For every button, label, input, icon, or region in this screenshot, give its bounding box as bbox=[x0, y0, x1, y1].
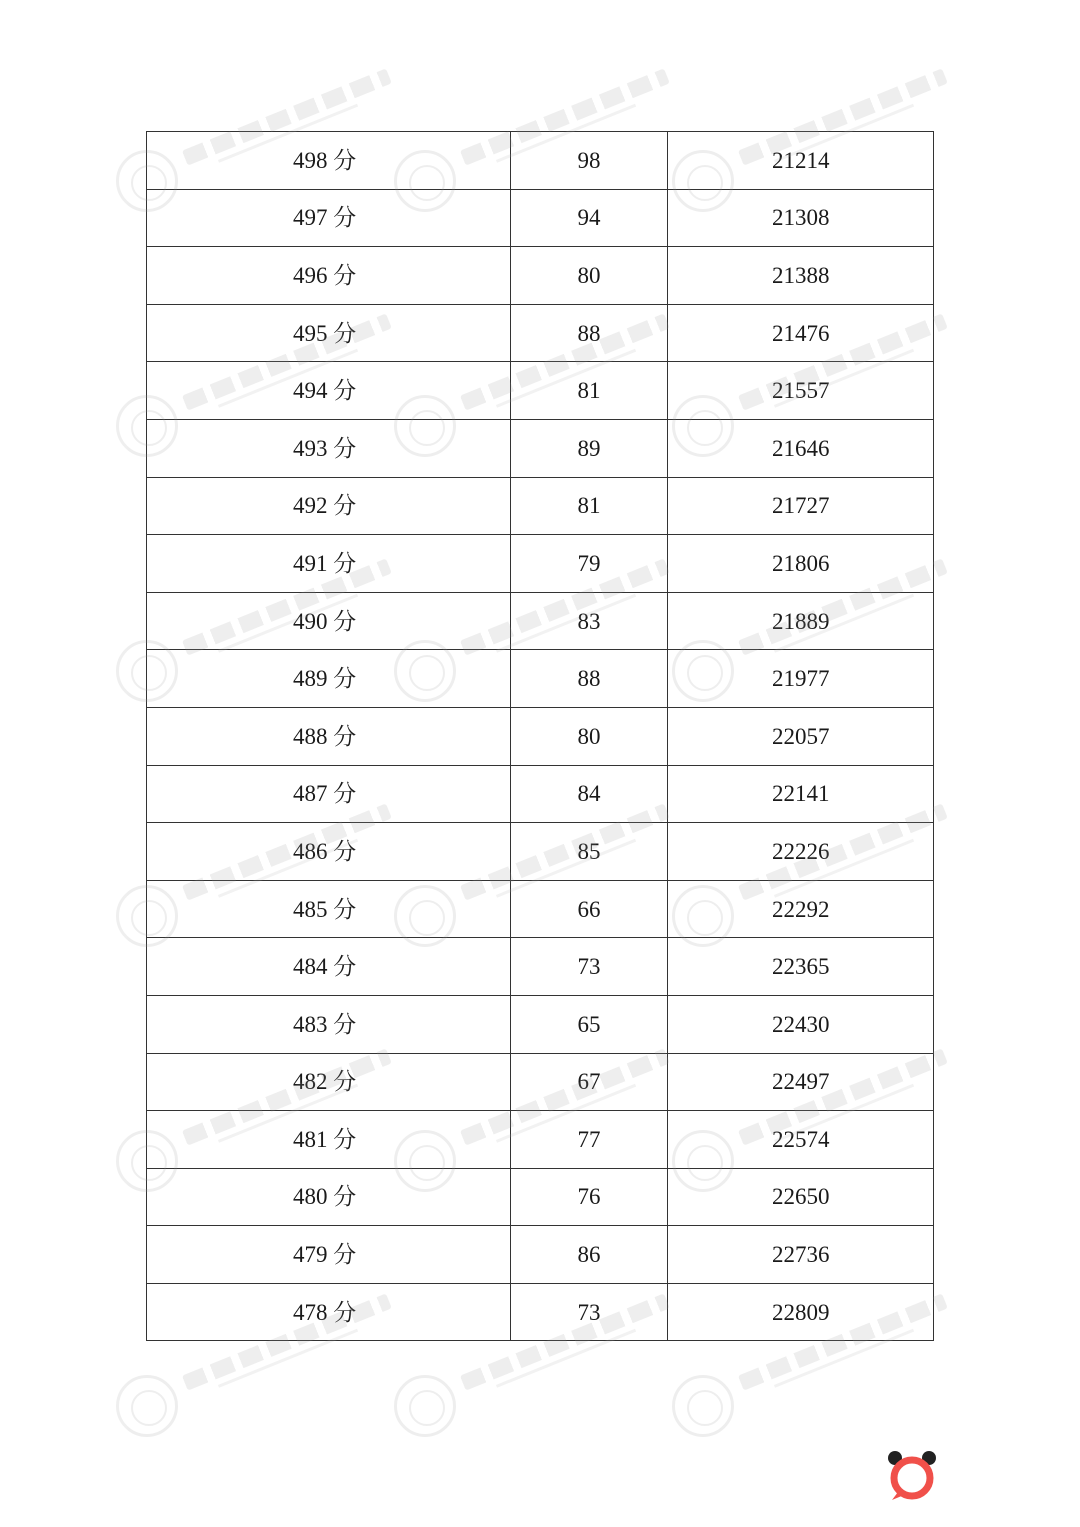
watermark-seal-icon bbox=[672, 1375, 734, 1437]
score-cell: 492 分 bbox=[147, 477, 511, 535]
count-cell: 80 bbox=[510, 707, 668, 765]
cumulative-cell: 21889 bbox=[668, 592, 934, 650]
count-cell: 67 bbox=[510, 1053, 668, 1111]
table-row bbox=[147, 1053, 934, 1111]
count-cell: 77 bbox=[510, 1111, 668, 1169]
score-cell: 484 分 bbox=[147, 938, 511, 996]
cumulative-cell: 22650 bbox=[668, 1168, 934, 1226]
score-cell: 487 分 bbox=[147, 765, 511, 823]
table-body bbox=[147, 132, 934, 1341]
table-row bbox=[147, 304, 934, 362]
table-row bbox=[147, 880, 934, 938]
count-cell: 73 bbox=[510, 938, 668, 996]
cumulative-cell: 22365 bbox=[668, 938, 934, 996]
table-row bbox=[147, 938, 934, 996]
panda-ring-logo-icon bbox=[884, 1448, 940, 1504]
score-cell: 493 分 bbox=[147, 419, 511, 477]
count-cell: 86 bbox=[510, 1226, 668, 1284]
count-cell: 89 bbox=[510, 419, 668, 477]
cumulative-cell: 22809 bbox=[668, 1283, 934, 1341]
score-cell: 478 分 bbox=[147, 1283, 511, 1341]
cumulative-cell: 22141 bbox=[668, 765, 934, 823]
score-cell: 485 分 bbox=[147, 880, 511, 938]
count-cell: 65 bbox=[510, 995, 668, 1053]
cumulative-cell: 21977 bbox=[668, 650, 934, 708]
cumulative-cell: 21476 bbox=[668, 304, 934, 362]
score-cell: 490 分 bbox=[147, 592, 511, 650]
count-cell: 73 bbox=[510, 1283, 668, 1341]
score-cell: 488 分 bbox=[147, 707, 511, 765]
table-row bbox=[147, 592, 934, 650]
cumulative-cell: 22430 bbox=[668, 995, 934, 1053]
count-cell: 88 bbox=[510, 650, 668, 708]
score-cell: 483 分 bbox=[147, 995, 511, 1053]
cumulative-cell: 22226 bbox=[668, 823, 934, 881]
table-row bbox=[147, 419, 934, 477]
score-cell: 497 分 bbox=[147, 189, 511, 247]
table-row bbox=[147, 362, 934, 420]
count-cell: 66 bbox=[510, 880, 668, 938]
count-cell: 84 bbox=[510, 765, 668, 823]
table-row bbox=[147, 132, 934, 190]
table-row bbox=[147, 535, 934, 593]
table-row bbox=[147, 1283, 934, 1341]
cumulative-cell: 22736 bbox=[668, 1226, 934, 1284]
table-row bbox=[147, 707, 934, 765]
count-cell: 88 bbox=[510, 304, 668, 362]
count-cell: 81 bbox=[510, 362, 668, 420]
table-row bbox=[147, 477, 934, 535]
count-cell: 81 bbox=[510, 477, 668, 535]
cumulative-cell: 22292 bbox=[668, 880, 934, 938]
score-cell: 494 分 bbox=[147, 362, 511, 420]
table-row bbox=[147, 650, 934, 708]
score-cell: 479 分 bbox=[147, 1226, 511, 1284]
score-distribution-table bbox=[146, 131, 934, 1341]
table-row bbox=[147, 1226, 934, 1284]
cumulative-cell: 21388 bbox=[668, 247, 934, 305]
watermark-seal-icon bbox=[116, 1375, 178, 1437]
table-row bbox=[147, 995, 934, 1053]
count-cell: 83 bbox=[510, 592, 668, 650]
cumulative-cell: 22057 bbox=[668, 707, 934, 765]
score-cell: 495 分 bbox=[147, 304, 511, 362]
cumulative-cell: 21806 bbox=[668, 535, 934, 593]
table-row bbox=[147, 823, 934, 881]
score-cell: 496 分 bbox=[147, 247, 511, 305]
score-cell: 482 分 bbox=[147, 1053, 511, 1111]
cumulative-cell: 21557 bbox=[668, 362, 934, 420]
score-cell: 481 分 bbox=[147, 1111, 511, 1169]
score-cell: 486 分 bbox=[147, 823, 511, 881]
cumulative-cell: 21214 bbox=[668, 132, 934, 190]
score-cell: 480 分 bbox=[147, 1168, 511, 1226]
table-row bbox=[147, 765, 934, 823]
cumulative-cell: 21308 bbox=[668, 189, 934, 247]
count-cell: 94 bbox=[510, 189, 668, 247]
table-row bbox=[147, 1111, 934, 1169]
count-cell: 79 bbox=[510, 535, 668, 593]
score-cell: 498 分 bbox=[147, 132, 511, 190]
score-cell: 491 分 bbox=[147, 535, 511, 593]
watermark-seal-icon bbox=[394, 1375, 456, 1437]
count-cell: 80 bbox=[510, 247, 668, 305]
score-cell: 489 分 bbox=[147, 650, 511, 708]
cumulative-cell: 22497 bbox=[668, 1053, 934, 1111]
table-row bbox=[147, 189, 934, 247]
cumulative-cell: 21646 bbox=[668, 419, 934, 477]
cumulative-cell: 21727 bbox=[668, 477, 934, 535]
table-row bbox=[147, 247, 934, 305]
logo-ring bbox=[894, 1460, 930, 1496]
cumulative-cell: 22574 bbox=[668, 1111, 934, 1169]
count-cell: 98 bbox=[510, 132, 668, 190]
count-cell: 76 bbox=[510, 1168, 668, 1226]
count-cell: 85 bbox=[510, 823, 668, 881]
table-row bbox=[147, 1168, 934, 1226]
